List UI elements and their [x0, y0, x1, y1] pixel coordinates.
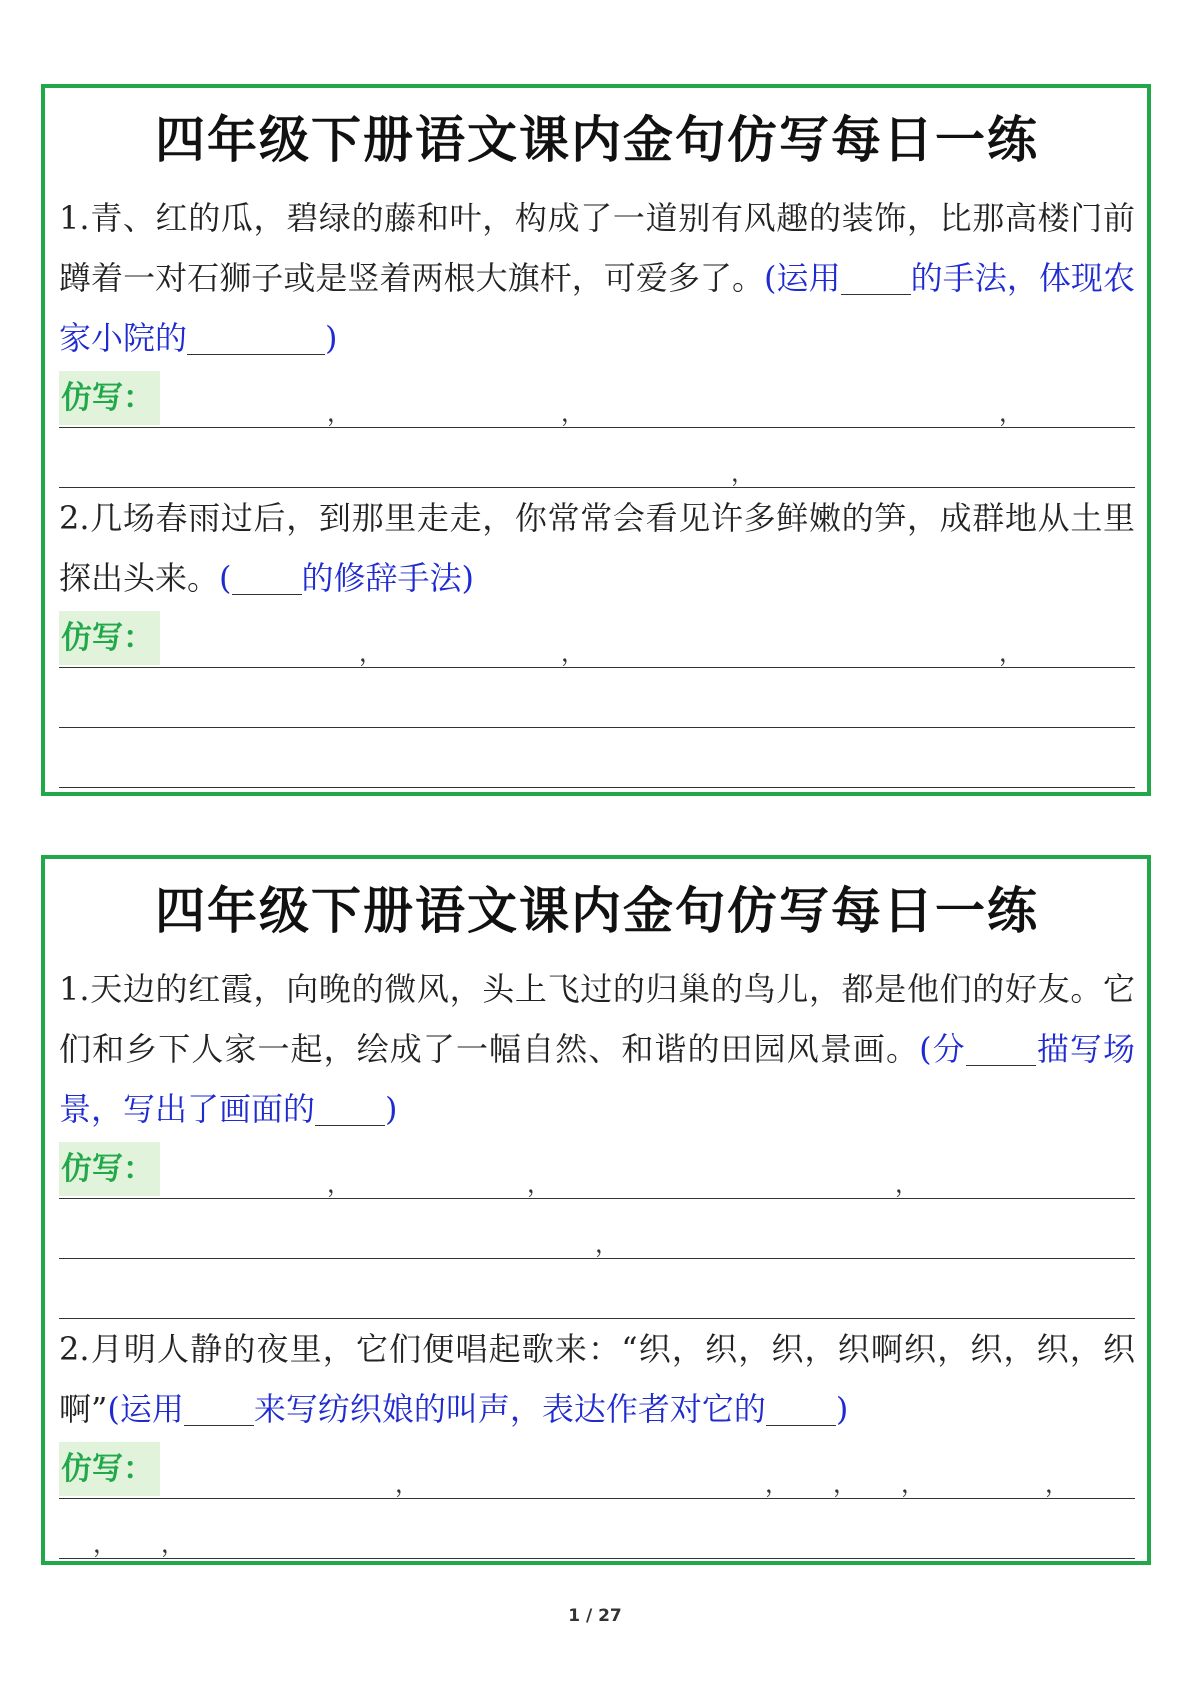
comma-mark: ， — [327, 1170, 351, 1198]
comma-mark: ， — [731, 459, 755, 487]
imitate-label: 仿写： — [59, 1142, 160, 1196]
imitate-line[interactable] — [59, 428, 1135, 488]
imitate-line[interactable] — [59, 728, 1135, 788]
imitate-label: 仿写： — [59, 371, 160, 425]
imitate-line[interactable] — [59, 368, 1135, 428]
imitate-line[interactable] — [59, 608, 1135, 668]
imitate-line[interactable] — [59, 1199, 1135, 1259]
comma-mark: ， — [833, 1470, 857, 1498]
comma-mark: ， — [595, 1230, 619, 1258]
fill-blank[interactable] — [232, 564, 302, 595]
question-text: 1.青、红的瓜，碧绿的藤和叶，构成了一道别有风趣的装饰，比那高楼门前蹲着一对石狮子或是竖着两根大旗杆，可爱多了。 — [59, 199, 1135, 297]
imitate-line[interactable] — [59, 1439, 1135, 1499]
imitate-line[interactable] — [59, 1139, 1135, 1199]
question-hint: (运用 的手法，体现农家小院的 ) — [59, 259, 1135, 357]
fill-blank[interactable] — [315, 1095, 385, 1126]
comma-mark: ， — [901, 1470, 925, 1498]
question-text: 2.月明人静的夜里，它们便唱起歌来：“织，织，织，织啊织，织，织，织啊” — [59, 1330, 1135, 1428]
question-hint: (运用 来写纺织娘的叫声，表达作者对它的 ) — [107, 1390, 849, 1428]
comma-mark: ， — [161, 1530, 185, 1558]
question-2 — [59, 488, 1135, 608]
imitate-line[interactable] — [59, 1499, 1135, 1559]
fill-blank[interactable] — [184, 1395, 254, 1426]
question-2 — [59, 1319, 1135, 1439]
imitate-line[interactable] — [59, 668, 1135, 728]
comma-mark: ， — [765, 1470, 789, 1498]
worksheet-card-2 — [41, 855, 1151, 1565]
fill-blank[interactable] — [766, 1395, 836, 1426]
question-hint: (分 描写场景，写出了画面的 ) — [59, 1030, 1135, 1128]
comma-mark: ， — [527, 1170, 551, 1198]
question-text: 1.天边的红霞，向晚的微风，头上飞过的归巢的鸟儿，都是他们的好友。它们和乡下人家一起，绘成了一幅自然、和谐的田园风景画。 — [59, 970, 1135, 1068]
question-1 — [59, 959, 1135, 1139]
comma-mark: ， — [395, 1470, 419, 1498]
imitate-label: 仿写： — [59, 611, 160, 665]
question-1 — [59, 188, 1135, 368]
comma-mark: ， — [93, 1530, 117, 1558]
comma-mark: ， — [561, 639, 585, 667]
comma-mark: ， — [561, 399, 585, 427]
imitate-line[interactable] — [59, 1259, 1135, 1319]
worksheet-card-1 — [41, 84, 1151, 796]
comma-mark: ， — [359, 639, 383, 667]
comma-mark: ， — [1045, 1470, 1069, 1498]
fill-blank[interactable] — [187, 324, 325, 355]
page-indicator: 1 / 27 — [568, 1606, 622, 1626]
comma-mark: ， — [999, 639, 1023, 667]
fill-blank[interactable] — [841, 264, 911, 295]
worksheet-title: 四年级下册语文课内金句仿写每日一练 — [155, 882, 1039, 940]
fill-blank[interactable] — [966, 1035, 1036, 1066]
question-hint: ( 的修辞手法) — [219, 559, 474, 597]
comma-mark: ， — [895, 1170, 919, 1198]
comma-mark: ， — [999, 399, 1023, 427]
imitate-label: 仿写： — [59, 1442, 160, 1496]
worksheet-title: 四年级下册语文课内金句仿写每日一练 — [155, 111, 1039, 169]
comma-mark: ， — [327, 399, 351, 427]
question-text: 2.几场春雨过后，到那里走走，你常常会看见许多鲜嫩的笋，成群地从土里探出头来。 — [59, 499, 1135, 597]
